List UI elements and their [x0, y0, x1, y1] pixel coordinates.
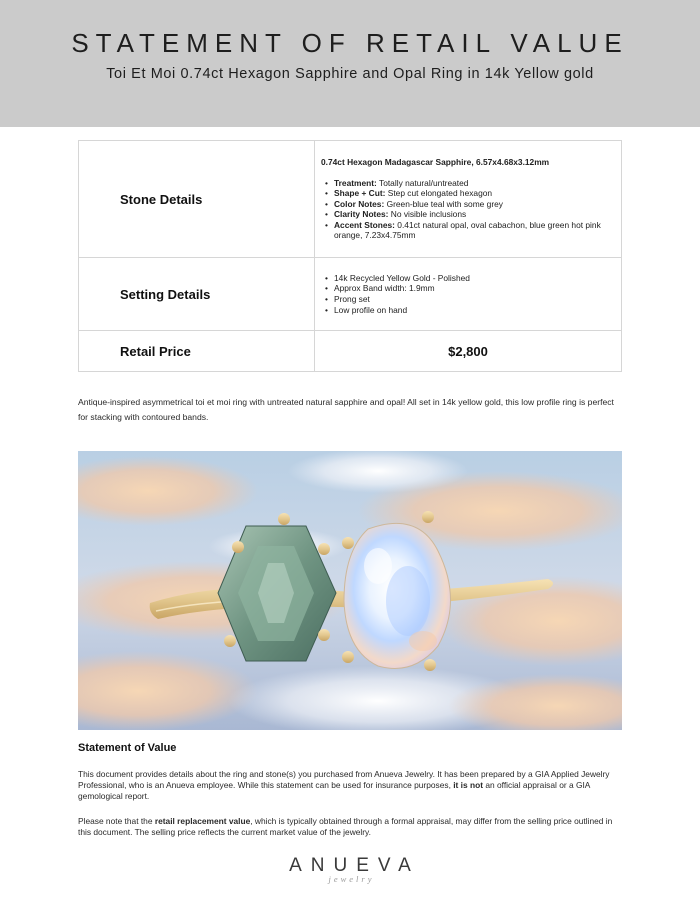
page-subtitle: Toi Et Moi 0.74ct Hexagon Sapphire and Opal Ring in 14k Yellow gold	[106, 66, 594, 82]
statement-of-value-title: Statement of Value	[78, 742, 177, 754]
list-item: • Accent Stones: 0.41ct natural opal, oval cabachon, blue green hot pink orange, 7.23x4.75mm	[321, 220, 613, 241]
header-banner	[0, 0, 700, 127]
setting-details-content	[315, 258, 622, 331]
statement-paragraph-1: This document provides details about the ring and stone(s) you purchased from Anueva Jewelry. It has been prepared by a GIA Applied Jewelry Professional, who is an Anueva employee. While this statement can be used for insurance purposes, it is not an official appraisal or a GIA gemological report.	[78, 769, 610, 801]
setting-details-list	[321, 273, 613, 315]
stone-details-label: Stone Details	[79, 141, 315, 258]
setting-details-label: Setting Details	[79, 258, 315, 331]
anueva-logo	[0, 855, 700, 884]
product-description: Antique-inspired asymmetrical toi et moi ring with untreated natural sapphire and opal! All set in 14k yellow gold, this low profile ring is perfect for stacking with contoured bands.	[78, 397, 614, 422]
list-item: • Shape + Cut: Step cut elongated hexagon	[321, 188, 613, 199]
stone-heading: 0.74ct Hexagon Madagascar Sapphire, 6.57x4.68x3.12mm	[321, 156, 550, 167]
list-item: • Color Notes: Green-blue teal with some grey	[321, 199, 613, 210]
stone-details-content	[315, 141, 622, 258]
details-table	[78, 140, 622, 372]
ring-photo-image	[78, 451, 622, 730]
table-row-stone	[79, 141, 622, 258]
statement-paragraph-2: Please note that the retail replacement value, which is typically obtained through a formal appraisal, may differ from the selling price outlined in this document. The selling price reflects the current market value of the jewelry.	[78, 816, 613, 837]
list-item: • Approx Band width: 1.9mm	[321, 283, 613, 294]
retail-price-label: Retail Price	[79, 331, 315, 372]
list-item: • 14k Recycled Yellow Gold - Polished	[321, 273, 613, 284]
logo-tagline: jewelry	[328, 874, 375, 884]
list-item: • Treatment: Totally natural/untreated	[321, 178, 613, 189]
list-item: • Low profile on hand	[321, 305, 613, 316]
list-item: • Clarity Notes: No visible inclusions	[321, 209, 613, 220]
list-item: • Prong set	[321, 294, 613, 305]
table-row-price	[79, 331, 622, 372]
retail-price-value: $2,800	[315, 331, 622, 372]
ring-photo	[78, 451, 622, 730]
table-row-setting	[79, 258, 622, 331]
stone-details-list	[321, 178, 613, 242]
logo-wordmark: ANUEVA	[289, 855, 420, 876]
page-title: STATEMENT OF RETAIL VALUE	[71, 28, 629, 58]
